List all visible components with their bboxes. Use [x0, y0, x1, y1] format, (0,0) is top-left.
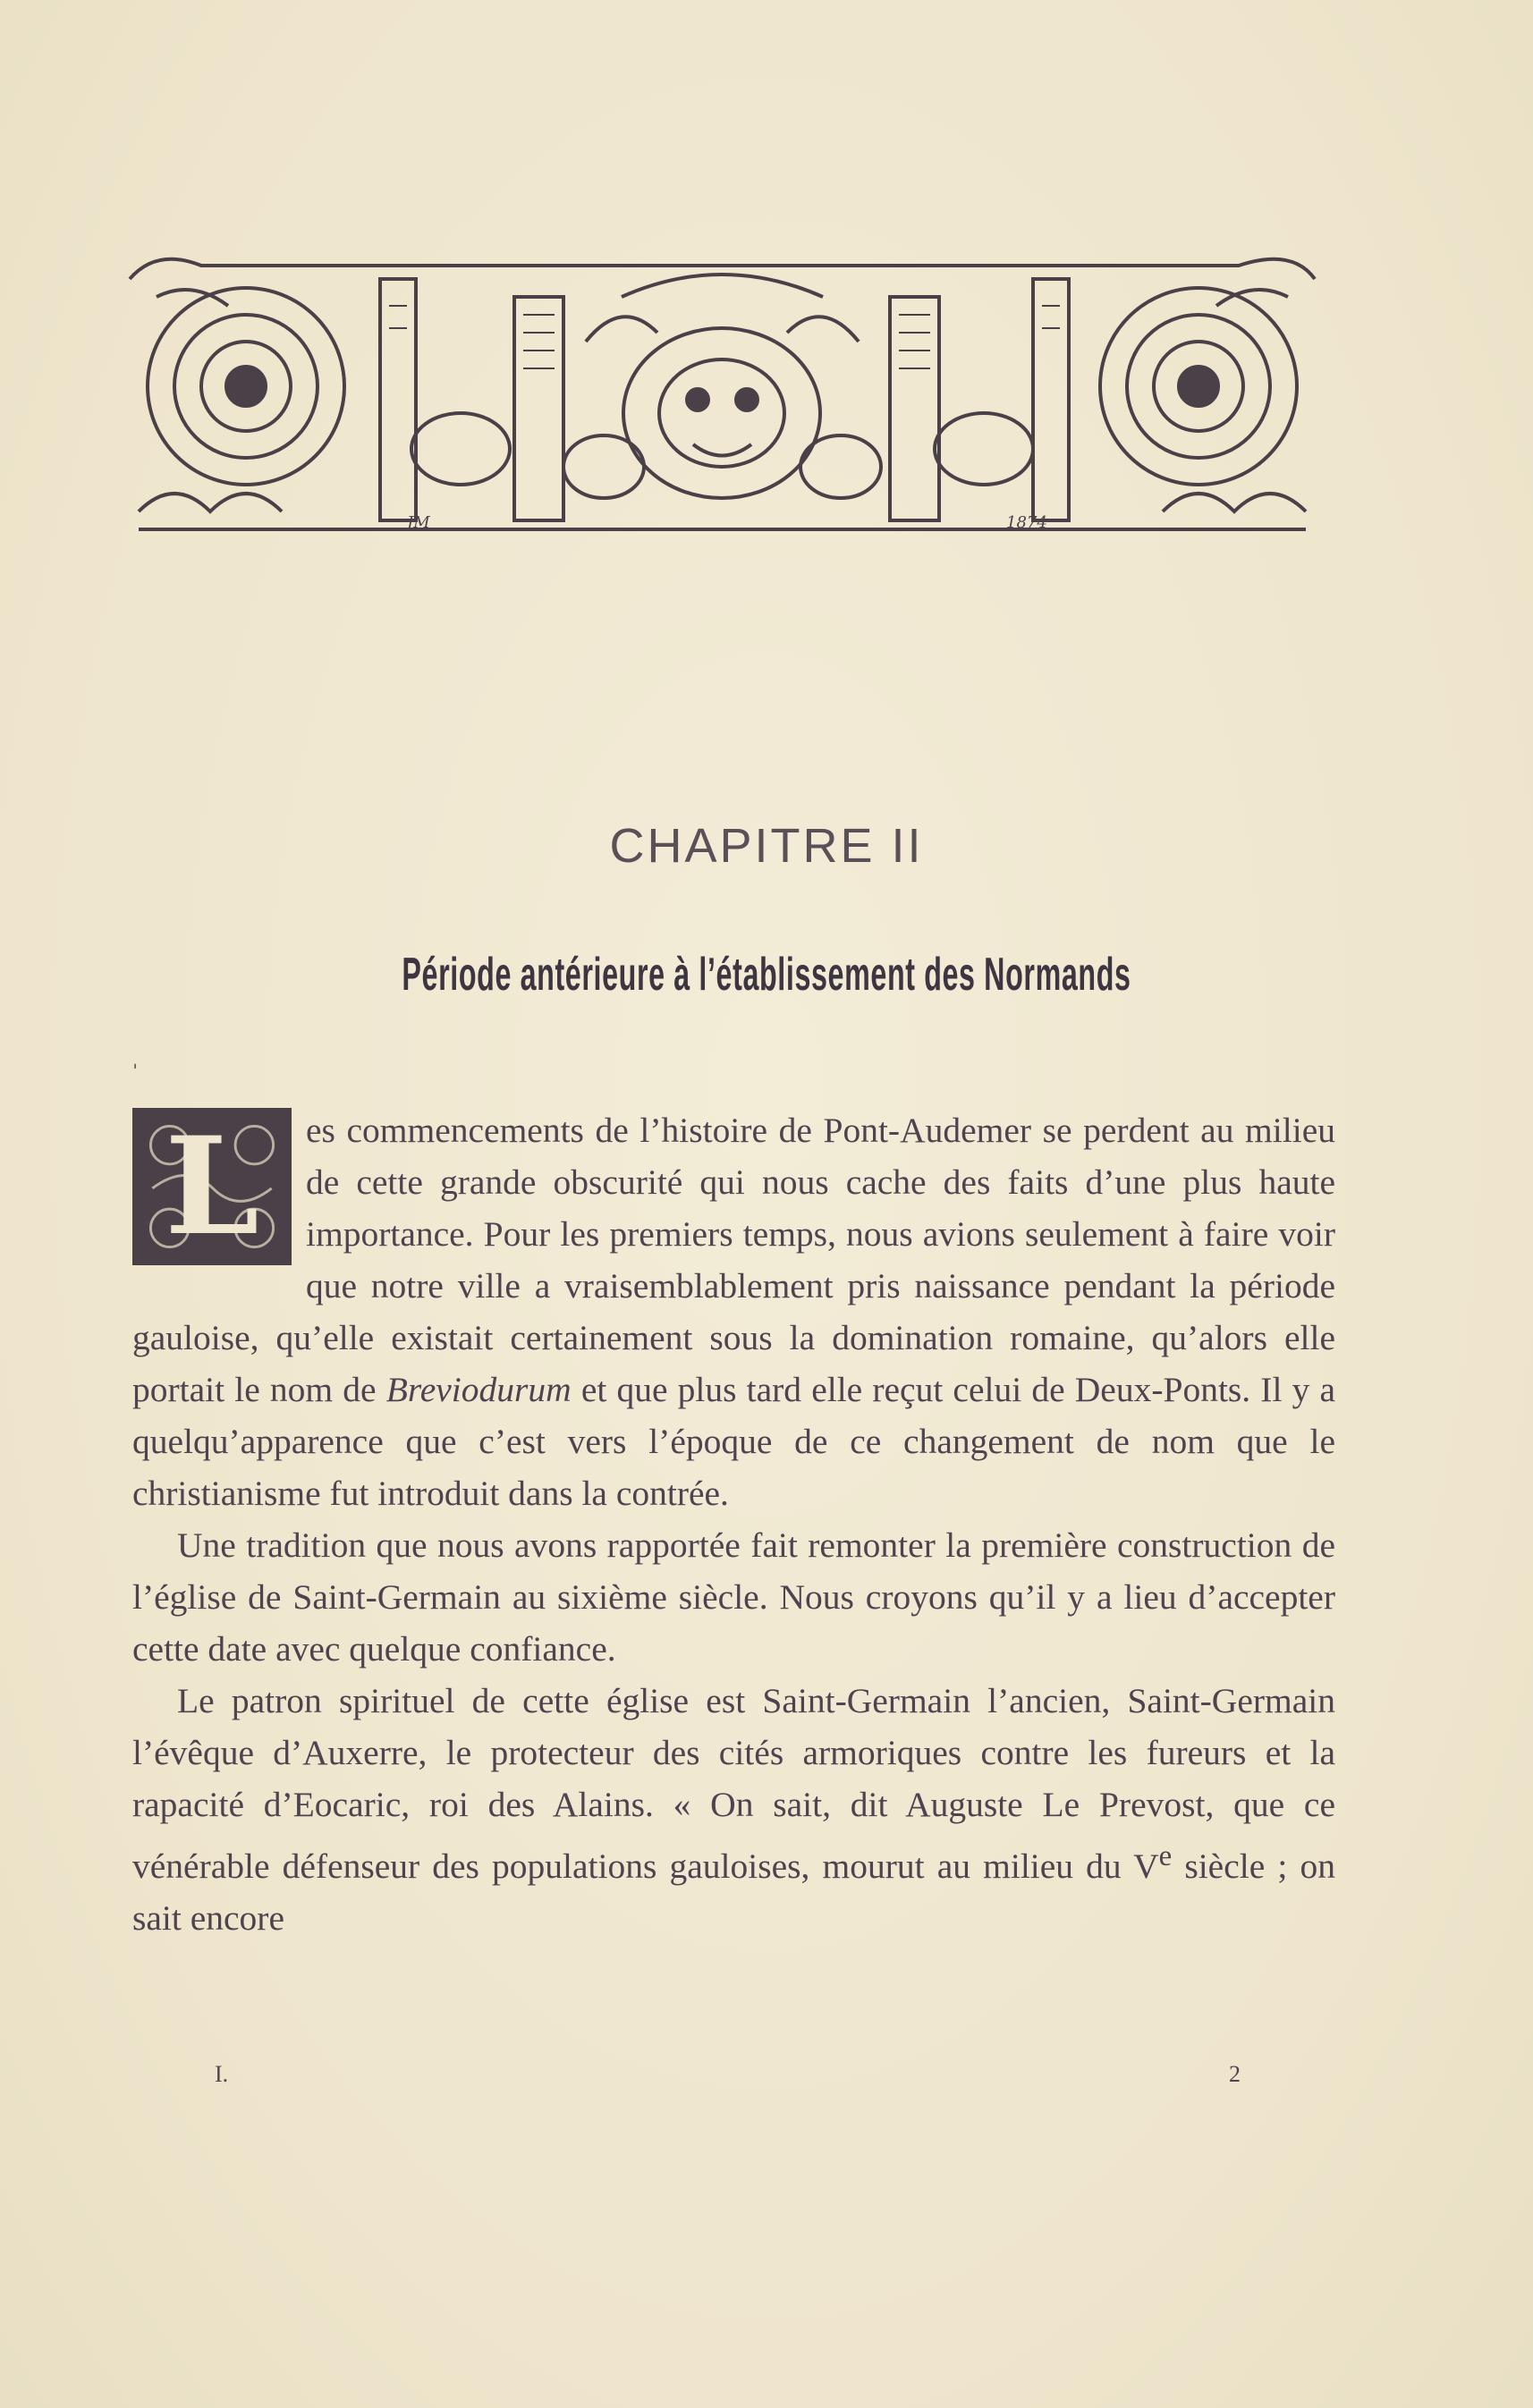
- chapter-title: CHAPITRE II: [609, 819, 924, 873]
- paragraph-1-rest: et que plus tard elle reçut celui de Deux-Ponts. Il y a quelqu’apparence que c’est vers l’époque de ce changement de nom que le christianisme fut introduit dans la contrée.: [132, 1370, 1336, 1513]
- paragraph-3-text: Le patron spirituel de cette église est Saint-Germain l’ancien, Saint-Germain l’évêque d’Auxerre, le protecteur des cités armoriques contre les fureurs et la rapacité d’Eocaric, roi des Alains. « On sait, dit Auguste Le Prevost, que ce vénérable défenseur des populations gauloises, mourut au milieu du V: [132, 1681, 1335, 1887]
- paragraph-3-rest: siècle ; on sait encore: [132, 1846, 1335, 1939]
- printer-mark: ˈ: [132, 1062, 139, 1085]
- dropcap: [132, 1108, 292, 1265]
- engraver-mark: JM: [407, 513, 430, 532]
- engraving-date: 1874: [1006, 513, 1047, 532]
- century-superscript: e: [1158, 1840, 1173, 1872]
- paragraph-2: Une tradition que nous avons rapportée fait remonter la première construction de l’église de Saint-Germain au sixième siècle. Nous croyons qu’il y a lieu d’accepter cette date avec quelque confiance.: [132, 1525, 1335, 1669]
- paragraph-3: [132, 1675, 1335, 1944]
- paragraph-1-text: es commencements de l’histoire de Pont-Audemer se perdent au milieu de cette grande obscurité qui nous cache des faits d’une plus haute importance. Pour les premiers temps, nous avions seulement à faire voir que notre ville a vraisemblablement pris naissance pendant la période gauloise, qu’elle existait certainement sous la domination romaine, qu’alors elle portait le nom de: [132, 1111, 1335, 1409]
- ornamental-headpiece: [121, 243, 1324, 540]
- page-number: 2: [1229, 2061, 1241, 2087]
- paragraph-1: [132, 1104, 1335, 1519]
- chapter-subtitle: Période antérieure à l’établissement des Normands: [402, 949, 1131, 1001]
- signature-mark: I.: [215, 2061, 229, 2087]
- dropcap-letter: L: [165, 1108, 259, 1265]
- headpiece-engraving: [121, 243, 1324, 540]
- place-name-italic: Breviodurum: [385, 1370, 572, 1409]
- body-text: [132, 1104, 1335, 1944]
